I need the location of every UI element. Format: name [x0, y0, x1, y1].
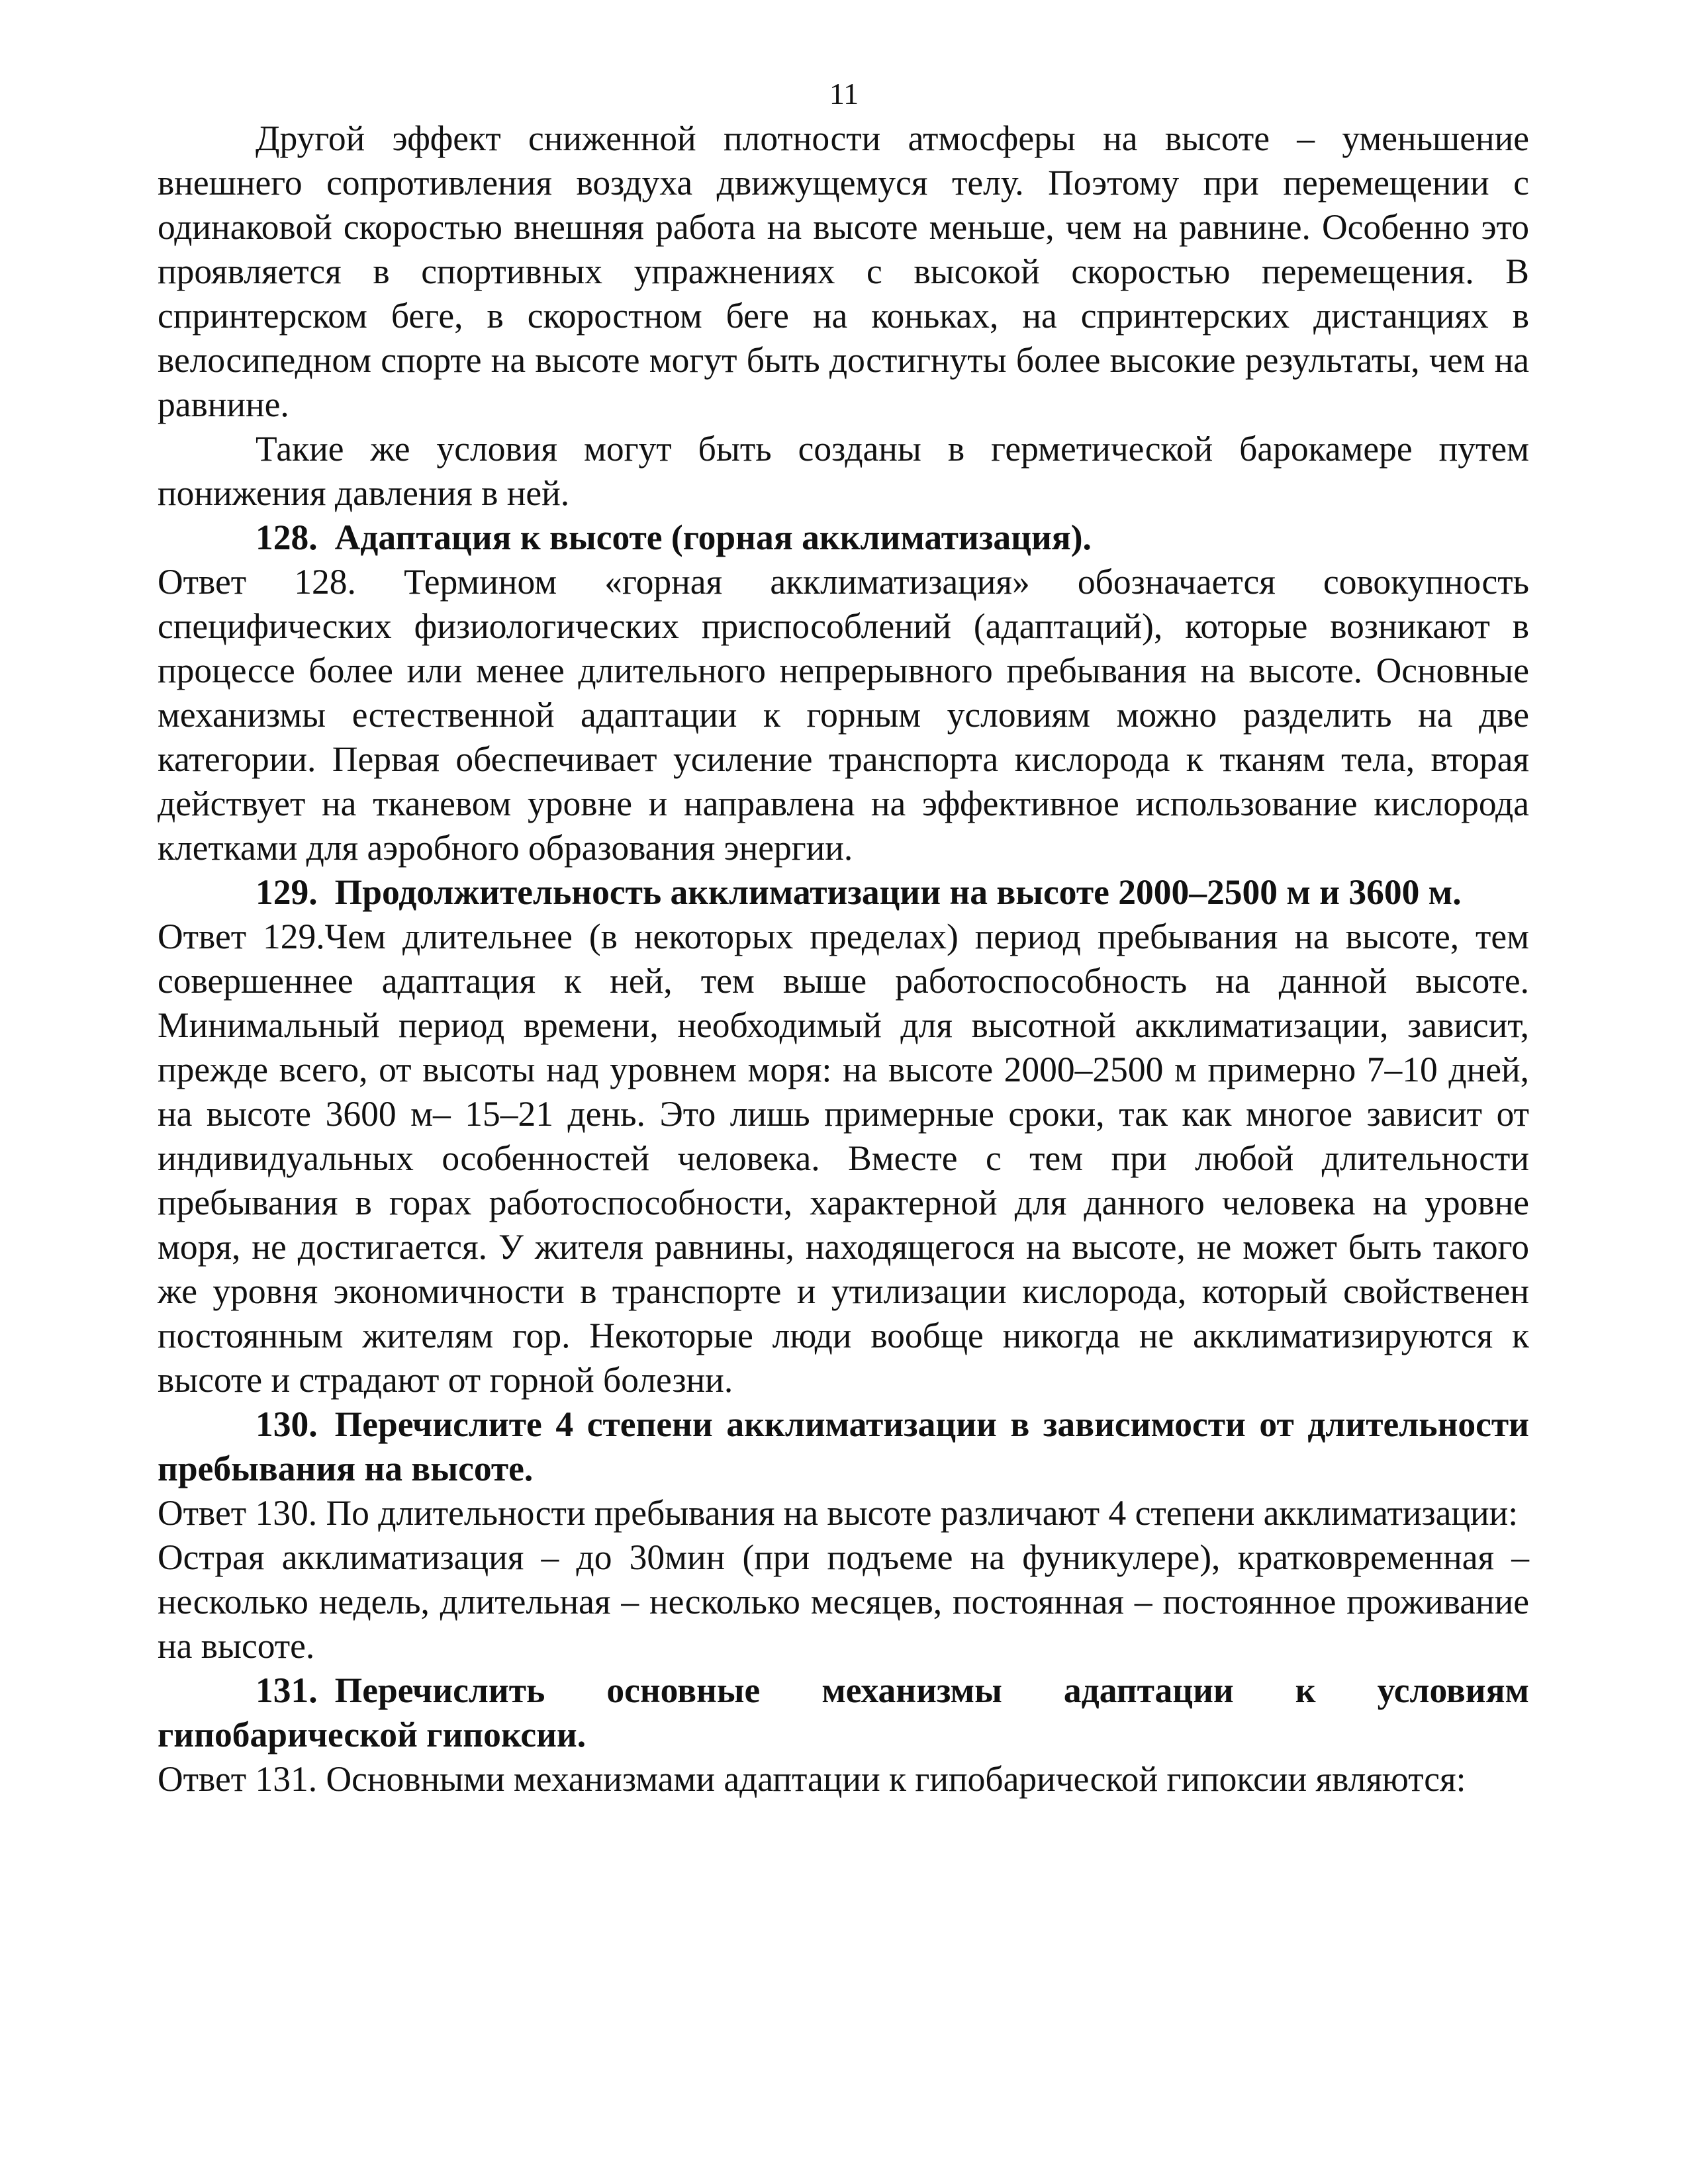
question-131-heading [158, 1668, 1529, 1757]
question-128-heading [158, 516, 1529, 560]
question-129-number: 129. [256, 872, 318, 912]
page-number: 11 [829, 77, 859, 111]
question-129-title: Продолжительность акклиматизации на высоте 2000–2500 м и 3600 м. [334, 872, 1462, 912]
page-content [158, 116, 1529, 1801]
question-131-number: 131. [256, 1670, 318, 1710]
answer-128: Ответ 128. Термином «горная акклиматизация» обозначается совокупность специфических физиологических приспособлений (адаптаций), которые возникают в процессе более или менее длительного непрерывного пребывания на высоте. Основные механизмы естественной адаптации к горным условиям можно разделить на две категории. Первая обеспечивает усиление транспорта кислорода к тканям тела, вторая действует на тканевом уровне и направлена на эффективное использование кислорода клетками для аэробного образования энергии. [158, 562, 1529, 868]
answer-130-degrees: Острая акклиматизация – до 30мин (при подъеме на фуникулере), кратковременная – несколько недель, длительная – несколько месяцев, постоянная – постоянное проживание на высоте. [158, 1537, 1529, 1666]
answer-129: Ответ 129.Чем длительнее (в некоторых пределах) период пребывания на высоте, тем совершеннее адаптация к ней, тем выше работоспособность на данной высоте. Минимальный период времени, необходимый для высотной акклиматизации, зависит, прежде всего, от высоты над уровнем моря: на высоте 2000–2500 м примерно 7–10 дней, на высоте 3600 м– 15–21 день. Это лишь примерные сроки, так как многое зависит от индивидуальных особенностей человека. Вместе с тем при любой длительности пребывания в горах работоспособности, характерной для данного человека на уровне моря, не достигается. У жителя равнины, находящегося на высоте, не может быть такого же уровня экономичности в транспорте и утилизации кислорода, который свойственен постоянным жителям гор. Некоторые люди вообще никогда не акклиматизируются к высоте и страдают от горной болезни. [158, 917, 1529, 1400]
question-130-title: Перечислите 4 степени акклиматизации в зависимости от длительности пребывания на высоте. [158, 1404, 1529, 1488]
question-131-title: Перечислить основные механизмы адаптации к условиям гипобарической гипоксии. [158, 1670, 1529, 1754]
question-128-title: Адаптация к высоте (горная акклиматизация). [334, 518, 1092, 557]
answer-130: Ответ 130. По длительности пребывания на высоте различают 4 степени акклиматизации: [158, 1493, 1519, 1533]
intro-paragraph-2: Такие же условия могут быть созданы в герметической барокамере путем понижения давления в ней. [158, 429, 1529, 513]
question-130-number: 130. [256, 1404, 318, 1444]
intro-paragraph-1: Другой эффект сниженной плотности атмосферы на высоте – уменьшение внешнего сопротивления воздуха движущемуся телу. Поэтому при перемещении с одинаковой скоростью внешняя работа на высоте меньше, чем на равнине. Особенно это проявляется в спортивных упражнениях с высокой скоростью перемещения. В спринтерском беге, в скоростном беге на коньках, на спринтерских дистанциях в велосипедном спорте на высоте могут быть достигнуты более высокие результаты, чем на равнине. [158, 118, 1529, 424]
question-128-number: 128. [256, 518, 318, 557]
answer-131: Ответ 131. Основными механизмами адаптации к гипобарической гипоксии являются: [158, 1759, 1466, 1799]
question-129-heading [158, 870, 1529, 915]
question-130-heading [158, 1402, 1529, 1491]
